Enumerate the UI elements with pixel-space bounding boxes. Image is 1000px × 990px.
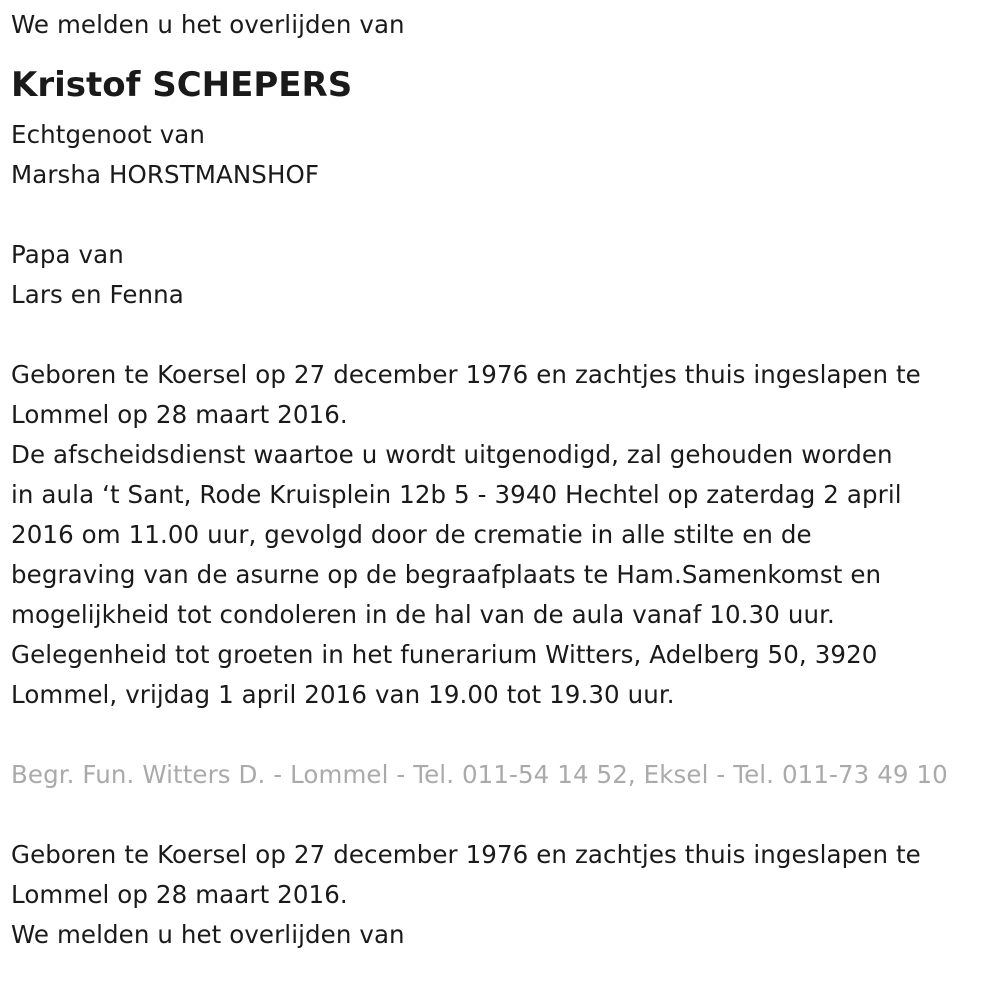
spacer — [11, 195, 996, 235]
deceased-name: Kristof SCHEPERS — [11, 65, 353, 105]
birth-death-paragraph — [11, 355, 996, 435]
ceremony-paragraph — [11, 435, 996, 715]
spacer — [11, 315, 996, 355]
paragraph-line: We melden u het overlijden van — [11, 920, 405, 949]
children-label: Papa van — [11, 240, 124, 269]
funeral-home-contact: Begr. Fun. Witters D. - Lommel - Tel. 011-54 14 52, Eksel - Tel. 011-73 49 10 — [11, 760, 948, 789]
spouse-name: Marsha HORSTMANSHOF — [11, 160, 320, 189]
paragraph-line: Lommel op 28 maart 2016. — [11, 880, 348, 909]
children-names: Lars en Fenna — [11, 280, 184, 309]
paragraph-line: 2016 om 11.00 uur, gevolgd door de crematie in alle stilte en de — [11, 520, 812, 549]
paragraph-line: begraving van de asurne op de begraafplaats te Ham.Samenkomst en — [11, 560, 882, 589]
obituary-document — [11, 5, 996, 955]
announcement-text: We melden u het overlijden van — [11, 10, 405, 39]
spacer — [11, 795, 996, 835]
paragraph-line: mogelijkheid tot condoleren in de hal van de aula vanaf 10.30 uur. — [11, 600, 835, 629]
paragraph-line: in aula ‘t Sant, Rode Kruisplein 12b 5 - 3940 Hechtel op zaterdag 2 april — [11, 480, 902, 509]
spouse-label: Echtgenoot van — [11, 120, 206, 149]
paragraph-line: De afscheidsdienst waartoe u wordt uitgenodigd, zal gehouden worden — [11, 440, 893, 469]
spacer — [11, 715, 996, 755]
paragraph-line: Lommel op 28 maart 2016. — [11, 400, 348, 429]
paragraph-line: Gelegenheid tot groeten in het funerarium Witters, Adelberg 50, 3920 — [11, 640, 878, 669]
repeated-paragraph — [11, 835, 996, 955]
paragraph-line: Lommel, vrijdag 1 april 2016 van 19.00 tot 19.30 uur. — [11, 680, 675, 709]
paragraph-line: Geboren te Koersel op 27 december 1976 en zachtjes thuis ingeslapen te — [11, 840, 921, 869]
paragraph-line: Geboren te Koersel op 27 december 1976 en zachtjes thuis ingeslapen te — [11, 360, 921, 389]
